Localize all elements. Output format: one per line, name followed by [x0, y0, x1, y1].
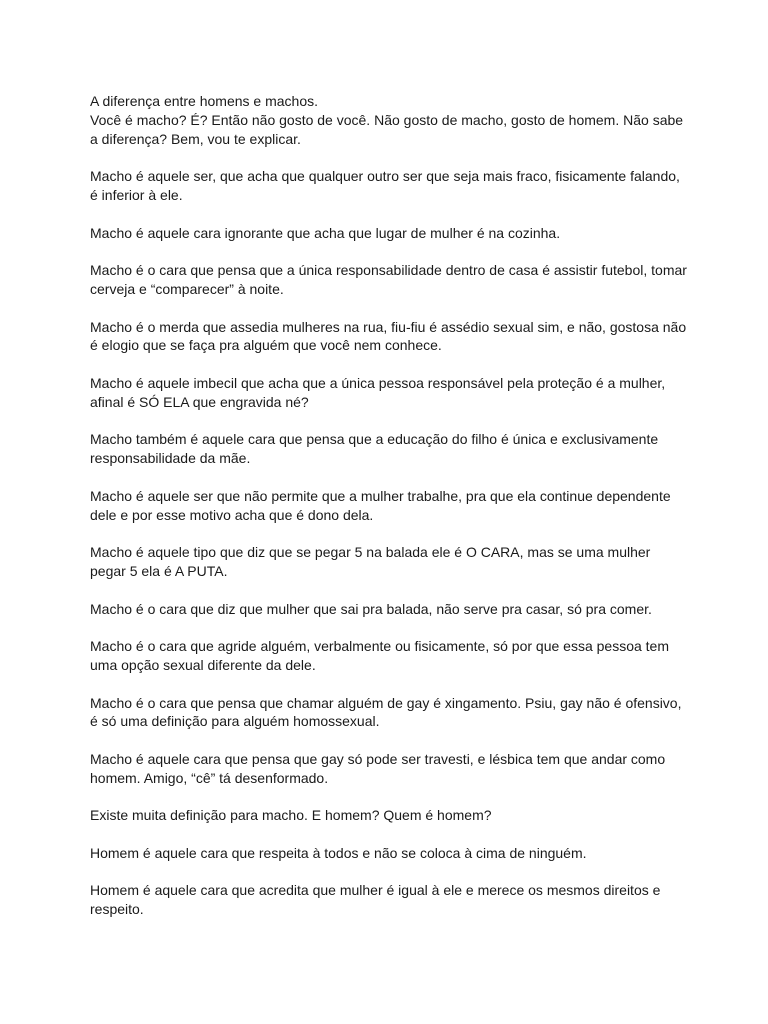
paragraph: Macho é aquele ser que não permite que a mulher trabalhe, pra que ela continue dependente dele e por esse motivo acha que é dono dela.	[90, 487, 671, 523]
paragraph: Macho é aquele cara que pensa que gay só pode ser travesti, e lésbica tem que andar como homem. Amigo, “cê” tá desenformado.	[90, 750, 666, 786]
paragraph: Macho é aquele tipo que diz que se pegar 5 na balada ele é O CARA, mas se uma mulher pegar 5 ela é A PUTA.	[90, 544, 651, 579]
paragraph: Existe muita definição para macho. E homem? Quem é homem?	[90, 807, 492, 824]
paragraph: Macho também é aquele cara que pensa que a educação do filho é única e exclusivamente responsabilidade da mãe.	[90, 431, 659, 467]
paragraph: Macho é o cara que pensa que chamar alguém de gay é xingamento. Psiu, gay não é ofensivo, é só uma definição para alguém homossexual.	[90, 694, 682, 730]
paragraph: Macho é aquele cara ignorante que acha que lugar de mulher é na cozinha.	[90, 224, 561, 241]
paragraph: Homem é aquele cara que acredita que mulher é igual à ele e merece os mesmos direitos e respeito.	[90, 882, 661, 918]
paragraph: Macho é o cara que agride alguém, verbalmente ou fisicamente, só por que essa pessoa tem uma opção sexual diferente da dele.	[90, 638, 669, 673]
paragraph: Homem é aquele cara que respeita à todos e não se coloca à cima de ninguém.	[90, 844, 587, 861]
paragraph: Macho é aquele ser, que acha que qualquer outro ser que seja mais fraco, fisicamente falando, é inferior à ele.	[90, 168, 680, 203]
paragraph: Macho é o merda que assedia mulheres na rua, fiu-fiu é assédio sexual sim, e não, gostosa não é elogio que se faça pra alguém que você nem conhece.	[90, 318, 687, 354]
paragraph: Macho é o cara que pensa que a única responsabilidade dentro de casa é assistir futebol, tomar cerveja e “comparecer” à noite.	[90, 262, 687, 297]
paragraph: Macho é o cara que diz que mulher que sai pra balada, não serve pra casar, só pra comer.	[90, 600, 652, 617]
paragraph-intro: A diferença entre homens e machos. Você é macho? É? Então não gosto de você. Não gosto de macho, gosto de homem. Não sabe a diferença? Bem, vou te explicar.	[90, 93, 684, 147]
document-body	[90, 92, 690, 938]
paragraph: Macho é aquele imbecil que acha que a única pessoa responsável pela proteção é a mulher, afinal é SÓ ELA que engravida né?	[90, 374, 666, 410]
